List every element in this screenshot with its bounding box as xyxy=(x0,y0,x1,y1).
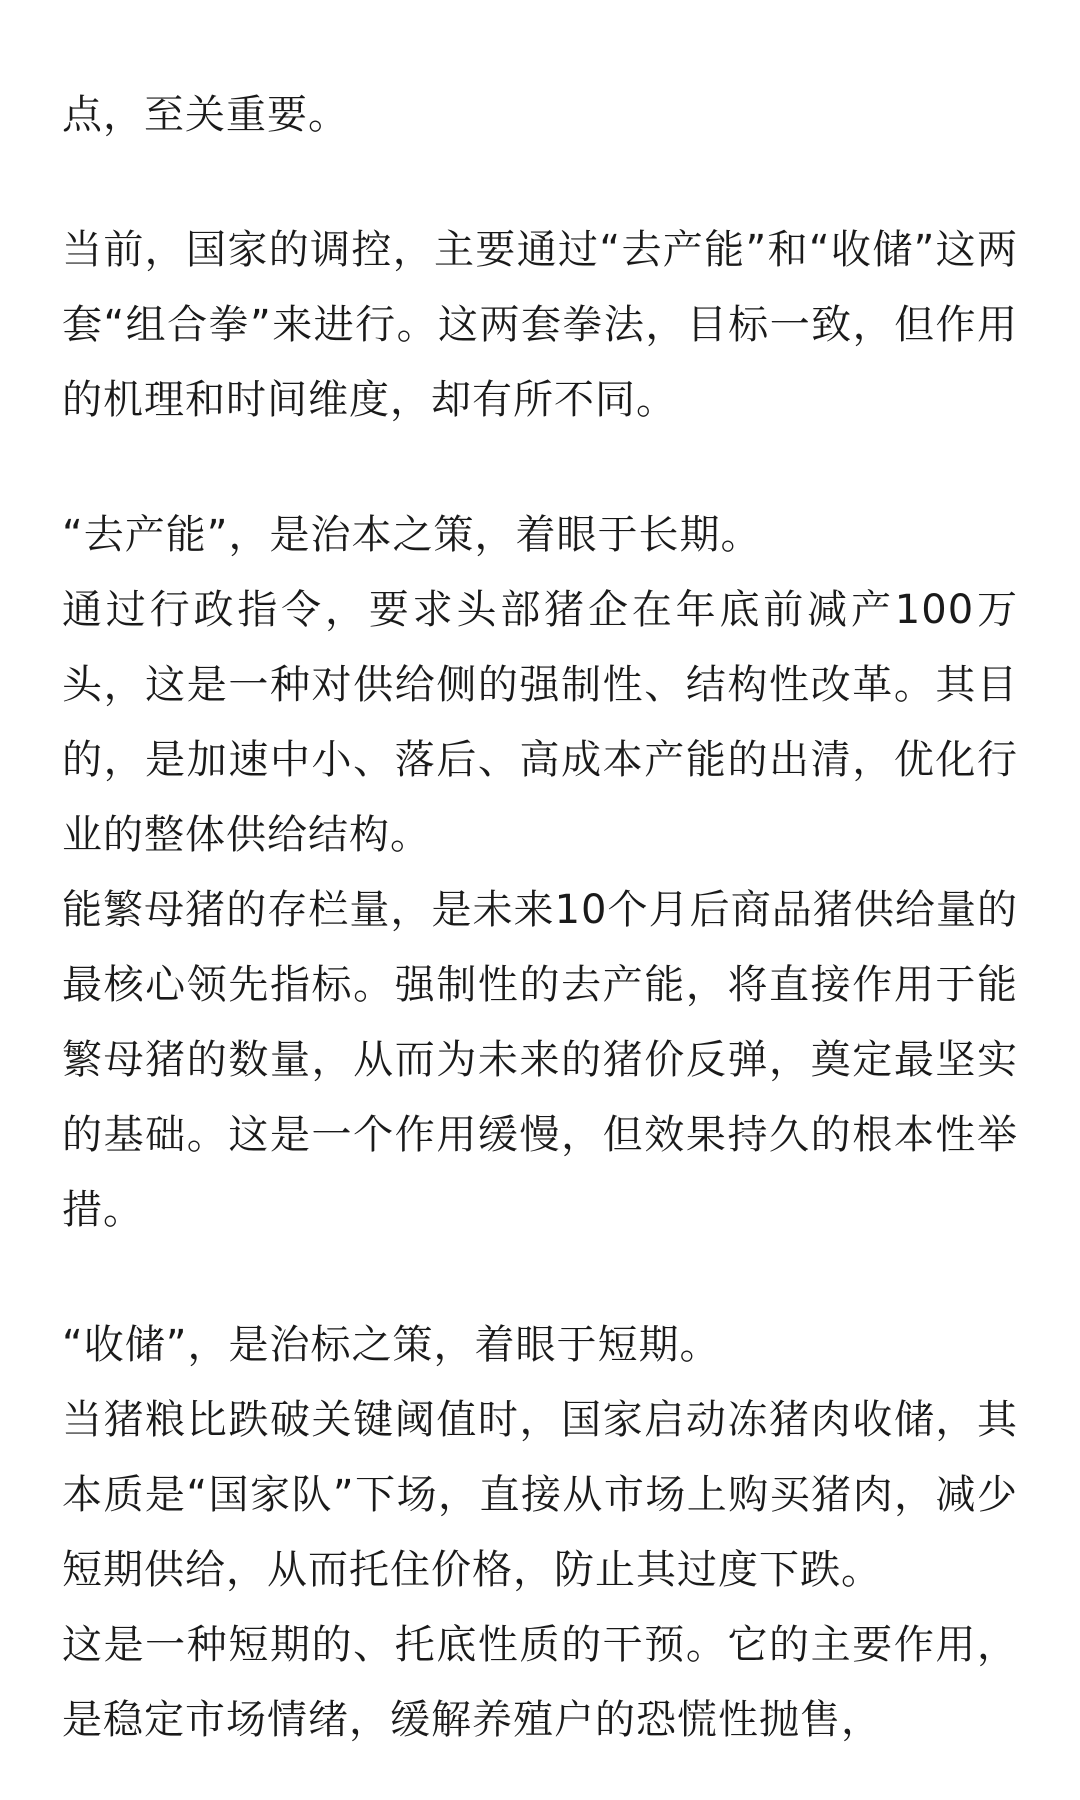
paragraph-gap xyxy=(62,438,1018,498)
paragraph-gap xyxy=(62,1248,1018,1308)
paragraph-capacity-detail: 通过行政指令，要求头部猪企在年底前减产100万头，这是一种对供给侧的强制性、结构性改革。其目的，是加速中小、落后、高成本产能的出清，优化行业的整体供给结构。 xyxy=(62,587,1018,858)
article-body xyxy=(62,78,1018,1758)
paragraph-storage-detail: 当猪粮比跌破关键阈值时，国家启动冻猪肉收储，其本质是“国家队”下场，直接从市场上购买猪肉，减少短期供给，从而托住价格，防止其过度下跌。 xyxy=(62,1397,1018,1593)
paragraph-intro-tail: 点，至关重要。 xyxy=(62,92,349,138)
paragraph-storage-effect: 这是一种短期的、托底性质的干预。它的主要作用，是稳定市场情绪，缓解养殖户的恐慌性抛售， xyxy=(62,1622,1018,1743)
paragraph-sow-inventory: 能繁母猪的存栏量，是未来10个月后商品猪供给量的最核心领先指标。强制性的去产能，将直接作用于能繁母猪的数量，从而为未来的猪价反弹，奠定最坚实的基础。这是一个作用缓慢，但效果持久的根本性举措。 xyxy=(62,887,1018,1233)
paragraph-policy-overview: 当前，国家的调控，主要通过“去产能”和“收储”这两套“组合拳”来进行。这两套拳法，目标一致，但作用的机理和时间维度，却有所不同。 xyxy=(62,227,1018,423)
paragraph-capacity-heading: “去产能”，是治本之策，着眼于长期。 xyxy=(62,512,762,558)
paragraph-gap xyxy=(62,153,1018,213)
paragraph-storage-heading: “收储”，是治标之策，着眼于短期。 xyxy=(62,1322,721,1368)
